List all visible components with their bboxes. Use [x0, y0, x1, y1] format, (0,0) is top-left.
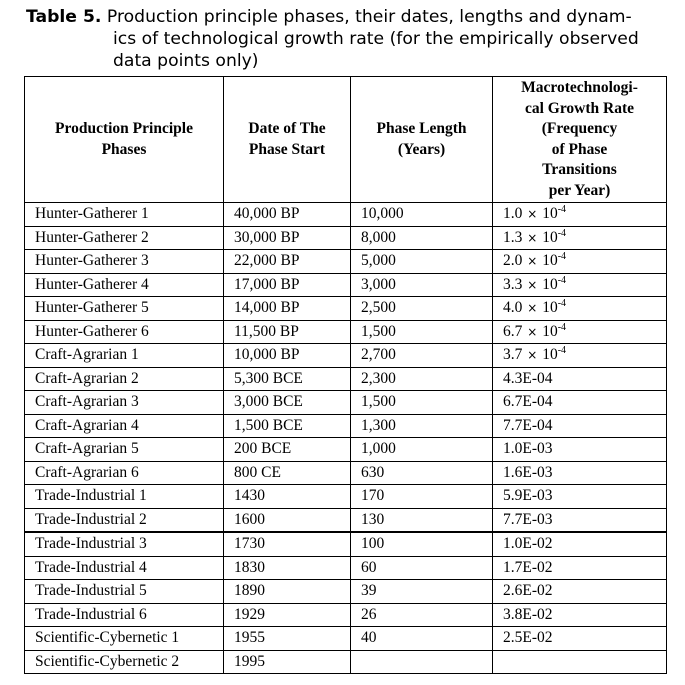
table-row — [25, 461, 667, 485]
caption-text-1: Production principle phases, their dates, lengths and dynam- — [106, 7, 632, 27]
cell-start: 10,000 BP — [224, 344, 351, 368]
table-row — [25, 532, 667, 556]
table-row — [25, 508, 667, 532]
cell-phase: Craft-Agrarian 3 — [25, 391, 224, 415]
header-phases: Production Principle Phases — [25, 77, 224, 203]
cell-phase: Hunter-Gatherer 6 — [25, 320, 224, 344]
table-row — [25, 320, 667, 344]
cell-start: 1929 — [224, 603, 351, 627]
table-row — [25, 367, 667, 391]
table-row — [25, 485, 667, 509]
cell-start: 800 CE — [224, 461, 351, 485]
cell-start: 1995 — [224, 650, 351, 674]
cell-start: 1890 — [224, 580, 351, 604]
cell-length: 40 — [351, 627, 493, 651]
cell-rate: $2.0 \times 10^{-4}$ — [493, 250, 667, 274]
cell-phase: Craft-Agrarian 6 — [25, 461, 224, 485]
cell-length: 10,000 — [351, 203, 493, 227]
table-row — [25, 627, 667, 651]
cell-phase: Trade-Industrial 4 — [25, 556, 224, 580]
caption-label: Table 5. — [26, 7, 102, 27]
cell-rate: 7.7E-03 — [493, 508, 667, 532]
cell-length: 2,700 — [351, 344, 493, 368]
table-row — [25, 391, 667, 415]
cell-start: 40,000 BP — [224, 203, 351, 227]
cell-phase: Trade-Industrial 1 — [25, 485, 224, 509]
cell-rate: $6.7 \times 10^{-4}$ — [493, 320, 667, 344]
cell-length: 3,000 — [351, 273, 493, 297]
cell-phase: Trade-Industrial 6 — [25, 603, 224, 627]
cell-start: 11,500 BP — [224, 320, 351, 344]
cell-phase: Scientific-Cybernetic 2 — [25, 650, 224, 674]
table-row — [25, 203, 667, 227]
cell-phase: Hunter-Gatherer 5 — [25, 297, 224, 321]
cell-rate: $3.7 \times 10^{-4}$ — [493, 344, 667, 368]
phases-table — [24, 76, 667, 674]
cell-rate: 4.3E-04 — [493, 367, 667, 391]
caption-line-2: ics of technological growth rate (for the empirically observed — [113, 29, 639, 49]
cell-phase: Craft-Agrarian 2 — [25, 367, 224, 391]
table-row — [25, 414, 667, 438]
cell-length: 60 — [351, 556, 493, 580]
cell-start: 1,500 BCE — [224, 414, 351, 438]
table-row — [25, 556, 667, 580]
cell-rate: 6.7E-04 — [493, 391, 667, 415]
table-row — [25, 297, 667, 321]
cell-length — [351, 650, 493, 674]
table-row — [25, 603, 667, 627]
cell-rate: 1.6E-03 — [493, 461, 667, 485]
caption-line-1 — [26, 6, 676, 28]
cell-length: 1,500 — [351, 320, 493, 344]
table-row — [25, 250, 667, 274]
cell-start: 14,000 BP — [224, 297, 351, 321]
cell-phase: Hunter-Gatherer 1 — [25, 203, 224, 227]
header-date: Date of The Phase Start — [224, 77, 351, 203]
cell-phase: Hunter-Gatherer 4 — [25, 273, 224, 297]
cell-phase: Trade-Industrial 3 — [25, 532, 224, 556]
cell-phase: Scientific-Cybernetic 1 — [25, 627, 224, 651]
cell-start: 22,000 BP — [224, 250, 351, 274]
caption-line-3: data points only) — [113, 51, 259, 71]
cell-length: 1,300 — [351, 414, 493, 438]
cell-length: 170 — [351, 485, 493, 509]
cell-length: 8,000 — [351, 226, 493, 250]
header-rate: Macrotechnologi- cal Growth Rate (Frequency of Phase Transitions per Year) — [493, 77, 667, 203]
cell-length: 1,000 — [351, 438, 493, 462]
cell-rate: 1.0E-02 — [493, 532, 667, 556]
cell-start: 1830 — [224, 556, 351, 580]
cell-phase: Craft-Agrarian 4 — [25, 414, 224, 438]
table-row — [25, 438, 667, 462]
cell-phase: Hunter-Gatherer 3 — [25, 250, 224, 274]
cell-length: 39 — [351, 580, 493, 604]
cell-phase: Craft-Agrarian 1 — [25, 344, 224, 368]
cell-rate: $1.0 \times 10^{-4}$ — [493, 203, 667, 227]
cell-start: 200 BCE — [224, 438, 351, 462]
cell-length: 26 — [351, 603, 493, 627]
cell-phase: Trade-Industrial 2 — [25, 508, 224, 532]
cell-start: 1430 — [224, 485, 351, 509]
cell-length: 5,000 — [351, 250, 493, 274]
cell-length: 1,500 — [351, 391, 493, 415]
cell-phase: Hunter-Gatherer 2 — [25, 226, 224, 250]
cell-rate: $3.3 \times 10^{-4}$ — [493, 273, 667, 297]
cell-rate: 2.5E-02 — [493, 627, 667, 651]
cell-rate — [493, 650, 667, 674]
table-caption — [26, 6, 676, 72]
cell-length: 100 — [351, 532, 493, 556]
cell-rate: 7.7E-04 — [493, 414, 667, 438]
cell-rate: 1.7E-02 — [493, 556, 667, 580]
cell-start: 30,000 BP — [224, 226, 351, 250]
cell-length: 2,300 — [351, 367, 493, 391]
table-row — [25, 650, 667, 674]
cell-length: 2,500 — [351, 297, 493, 321]
cell-start: 1730 — [224, 532, 351, 556]
cell-length: 630 — [351, 461, 493, 485]
cell-start: 3,000 BCE — [224, 391, 351, 415]
cell-start: 1600 — [224, 508, 351, 532]
cell-start: 17,000 BP — [224, 273, 351, 297]
cell-rate: $4.0 \times 10^{-4}$ — [493, 297, 667, 321]
table-row — [25, 580, 667, 604]
cell-rate: 5.9E-03 — [493, 485, 667, 509]
cell-start: 5,300 BCE — [224, 367, 351, 391]
table-body — [25, 203, 667, 674]
cell-rate: 2.6E-02 — [493, 580, 667, 604]
table-row — [25, 226, 667, 250]
cell-rate: 1.0E-03 — [493, 438, 667, 462]
table-header-row — [25, 77, 667, 203]
table-row — [25, 273, 667, 297]
table-row — [25, 344, 667, 368]
header-length: Phase Length (Years) — [351, 77, 493, 203]
cell-start: 1955 — [224, 627, 351, 651]
cell-length: 130 — [351, 508, 493, 532]
cell-rate: $1.3 \times 10^{-4}$ — [493, 226, 667, 250]
cell-phase: Craft-Agrarian 5 — [25, 438, 224, 462]
cell-rate: 3.8E-02 — [493, 603, 667, 627]
cell-phase: Trade-Industrial 5 — [25, 580, 224, 604]
